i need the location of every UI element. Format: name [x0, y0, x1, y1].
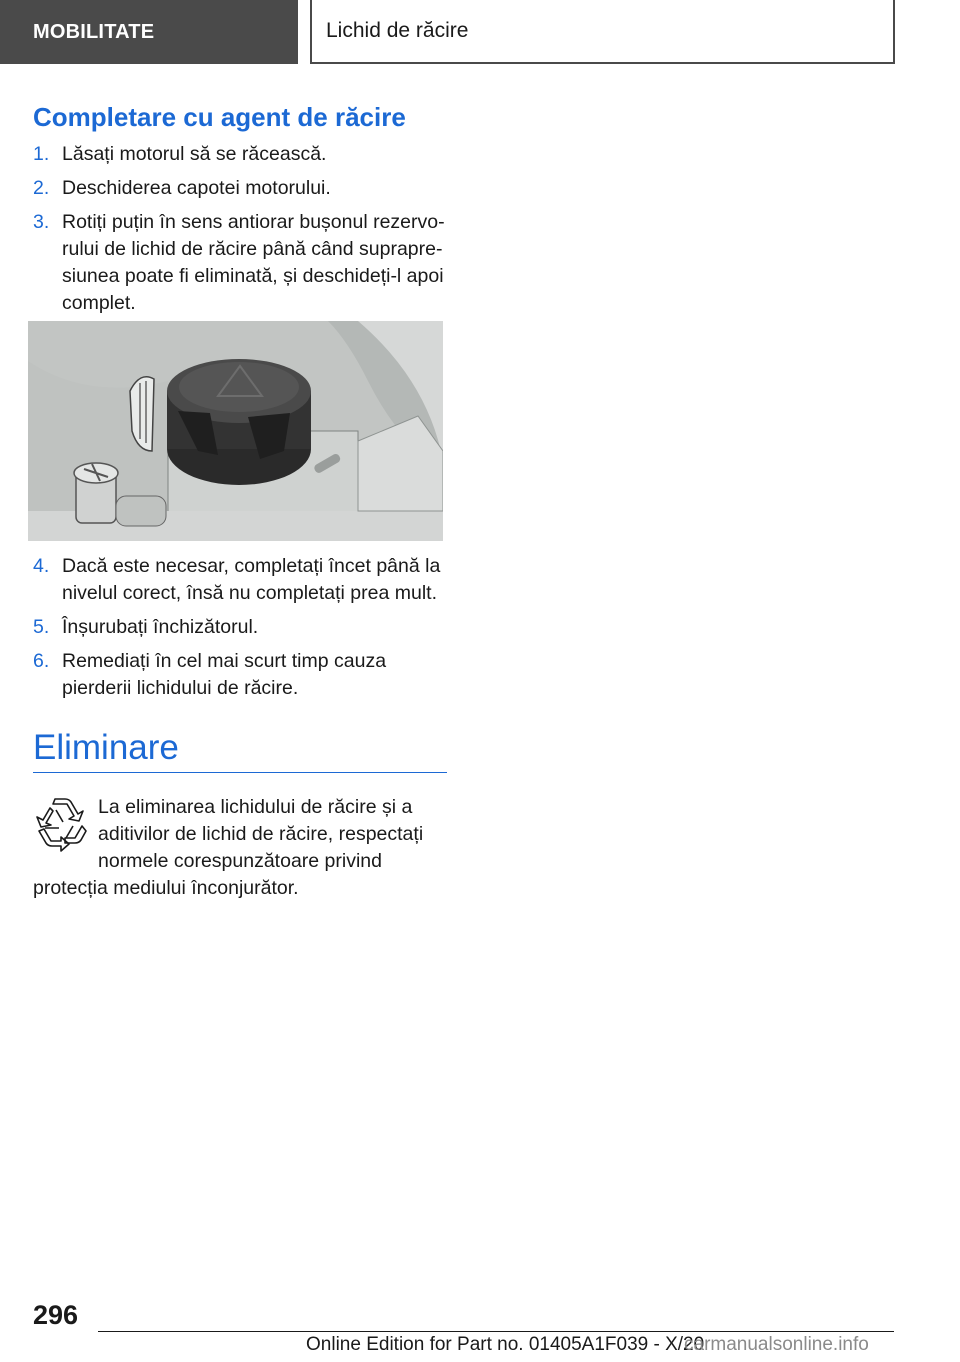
watermark-text: carmanualsonline.info: [684, 1334, 869, 1355]
step-item: [33, 614, 451, 641]
step-item: [33, 648, 451, 702]
header-topic-tab: [310, 0, 895, 64]
footer-edition-text: Online Edition for Part no. 01405A1F039 - X/20: [306, 1334, 705, 1355]
step-number: 4.: [33, 555, 50, 577]
header-topic-label: Lichid de răcire: [326, 19, 469, 42]
disposal-note: La eliminarea lichidului de răcire și a aditivilor de lichid de răcire, respectați normele corespunzătoare privind protecția mediului înconjurător.: [33, 796, 424, 899]
step-item: [33, 553, 451, 607]
heading-divider: [33, 772, 447, 773]
header-section-label: MOBILITATE: [33, 20, 155, 43]
step-number: 3.: [33, 211, 50, 233]
step-number: 2.: [33, 177, 50, 199]
disposal-heading: Eliminare: [33, 728, 179, 767]
step-text: Rotiți puțin în sens antiorar bușonul rezervorului de lichid de răcire până când suprapresiunea poate fi eliminată, și deschideți-l apoi complet.: [62, 211, 445, 314]
step-number: 1.: [33, 143, 50, 165]
header-section-tab: [0, 0, 298, 64]
step-text: Deschiderea capotei motorului.: [62, 177, 331, 199]
steps-list-second: [33, 553, 451, 709]
recycle-icon: [33, 798, 87, 852]
step-item: [33, 175, 451, 202]
step-item: [33, 141, 451, 168]
coolant-cap-illustration: [28, 321, 443, 541]
section-title: Completare cu agent de răcire: [33, 102, 406, 132]
footer-divider: [98, 1331, 894, 1332]
step-text: Dacă este necesar, completați încet până la nivelul corect, însă nu completați prea mult.: [62, 555, 441, 604]
step-item: [33, 209, 451, 317]
page-number: 296: [33, 1300, 79, 1330]
step-text: Înșurubați închizătorul.: [62, 616, 259, 638]
coolant-cap-drawing: [28, 321, 443, 541]
step-number: 5.: [33, 616, 50, 638]
step-number: 6.: [33, 650, 50, 672]
step-text: Lăsați motorul să se răcească.: [62, 143, 327, 165]
steps-list-first: [33, 141, 451, 324]
step-text: Remediați în cel mai scurt timp cauza pierderii lichidului de răcire.: [62, 650, 387, 699]
